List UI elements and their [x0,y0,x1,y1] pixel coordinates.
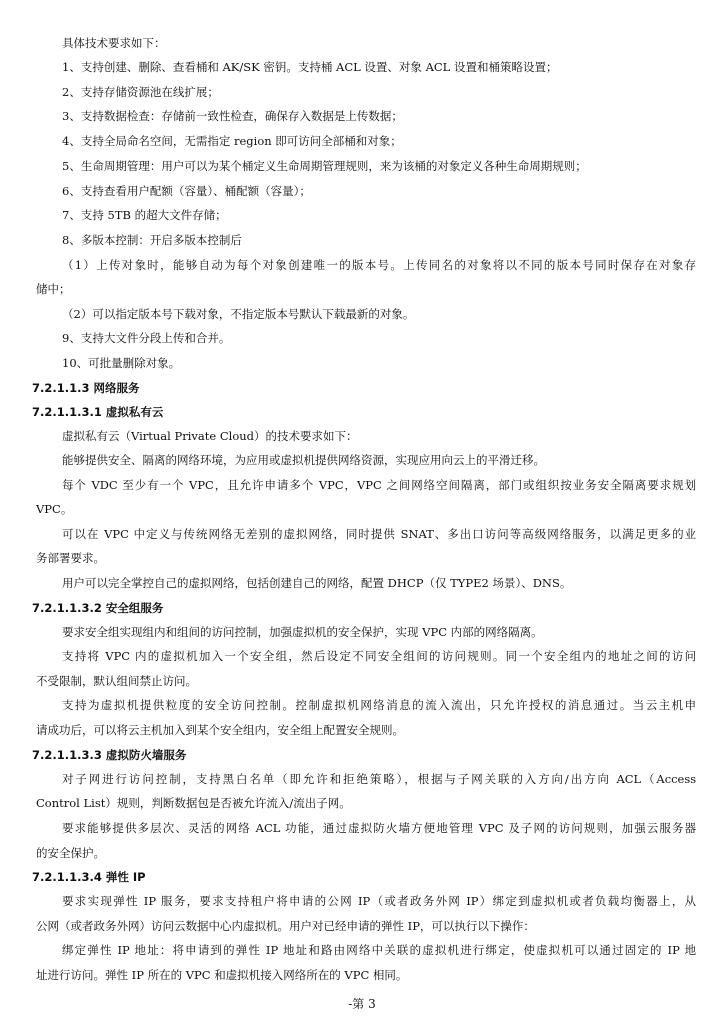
eip-para-2-line-1: 绑定弹性 IP 地址：将申请到的弹性 IP 地址和路由网络中关联的虚拟机进行绑定，使虚拟机可以通过固定的 IP 地 [62,943,697,957]
list-item-6: 6、支持查看用户配额（容量）、桶配额（容量）； [62,184,311,198]
vpc-para-2-line-1: 每个 VDC 至少有一个 VPC，且允许申请多个 VPC，VPC 之间网络空间隔离，部门或组织按业务安全隔离要求规划 [62,478,697,492]
page-number: -第 3 [348,997,376,1011]
fw-para-2-line-2: 的安全保护。 [36,846,105,860]
vpc-para-2-line-2: VPC。 [36,502,73,516]
sg-para-1: 要求安全组实现组内和组间的访问控制，加强虚拟机的安全保护，实现 VPC 内部的网络隔离。 [62,625,543,639]
eip-para-2-line-2: 址进行访问。弹性 IP 所在的 VPC 和虚拟机接入网络所在的 VPC 相同。 [36,968,408,982]
sg-para-3-line-2: 请成功后，可以将云主机加入到某个安全组内，安全组上配置安全规则。 [36,723,404,737]
list-item-3: 3、支持数据检查：存储前一致性检查，确保存入数据是上传数据； [62,109,403,123]
vpc-intro: 虚拟私有云（Virtual Private Cloud）的技术要求如下： [62,429,358,443]
eip-para-1-line-2: 公网（或者政务外网）访问云数据中心内虚拟机。用户对已经申请的弹性 IP，可以执行以下操作： [36,919,535,933]
list-item-9: 9、支持大文件分段上传和合并。 [62,331,231,345]
heading-network-service: 7.2.1.1.3 网络服务 [32,381,140,395]
list-item-5: 5、生命周期管理：用户可以为某个桶定义生命周期管理规则，来为该桶的对象定义各种生命周期规则； [62,159,587,173]
intro-line: 具体技术要求如下： [62,36,166,50]
list-item-1: 1、支持创建、删除、查看桶和 AK/SK 密钥。支持桶 ACL 设置、对象 ACL 设置和桶策略设置； [62,60,558,74]
vpc-para-1: 能够提供安全、隔离的网络环境，为应用或虚拟机提供网络资源，实现应用向云上的平滑迁移。 [62,453,545,467]
vpc-para-3-line-1: 可以在 VPC 中定义与传统网络无差别的虚拟网络，同时提供 SNAT、多出口访问等高级网络服务，以满足更多的业 [62,527,697,541]
list-item-10: 10、可批量删除对象。 [62,356,181,370]
eip-para-1-line-1: 要求实现弹性 IP 服务，要求支持租户将申请的公网 IP（或者政务外网 IP）绑定到虚拟机或者负载均衡器上，从 [62,894,697,908]
sub-item-1-line-2: 储中； [36,282,71,296]
heading-vpc: 7.2.1.1.3.1 虚拟私有云 [32,405,164,419]
list-item-4: 4、支持全局命名空间，无需指定 region 即可访问全部桶和对象； [62,134,402,148]
sg-para-3-line-1: 支持为虚拟机提供粒度的安全访问控制。控制虚拟机网络消息的流入流出，只允许授权的消息通过。当云主机申 [62,698,697,712]
fw-para-1-line-2: Control List）规则，判断数据包是否被允许流入/流出子网。 [36,796,351,810]
list-item-2: 2、支持存储资源池在线扩展； [62,85,219,99]
heading-virtual-firewall: 7.2.1.1.3.3 虚拟防火墙服务 [32,748,187,762]
list-item-7: 7、支持 5TB 的超大文件存储； [62,208,227,222]
fw-para-1-line-1: 对子网进行访问控制，支持黑白名单（即允许和拒绝策略），根据与子网关联的入方向/出方向 ACL（Access [62,772,697,786]
sg-para-2-line-1: 支持将 VPC 内的虚拟机加入一个安全组，然后设定不同安全组间的访问规则。同一个安全组内的地址之间的访问 [62,649,697,663]
sub-item-2: （2）可以指定版本号下载对象，不指定版本号默认下载最新的对象。 [62,307,415,321]
heading-elastic-ip: 7.2.1.1.3.4 弹性 IP [32,870,146,884]
vpc-para-3-line-2: 务部署要求。 [36,551,105,565]
heading-security-group: 7.2.1.1.3.2 安全组服务 [32,601,164,615]
sub-item-1-line-1: （1）上传对象时，能够自动为每个对象创建唯一的版本号。上传同名的对象将以不同的版本号同时保存在对象存 [62,258,697,272]
list-item-8: 8、多版本控制：开启多版本控制后 [62,233,242,247]
sg-para-2-line-2: 不受限制，默认组间禁止访问。 [36,674,197,688]
fw-para-2-line-1: 要求能够提供多层次、灵活的网络 ACL 功能，通过虚拟防火墙方便地管理 VPC 及子网的访问规则，加强云服务器 [62,821,697,835]
vpc-para-4: 用户可以完全掌控自己的虚拟网络，包括创建自己的网络，配置 DHCP（仅 TYPE2 场景）、DNS。 [62,576,572,590]
